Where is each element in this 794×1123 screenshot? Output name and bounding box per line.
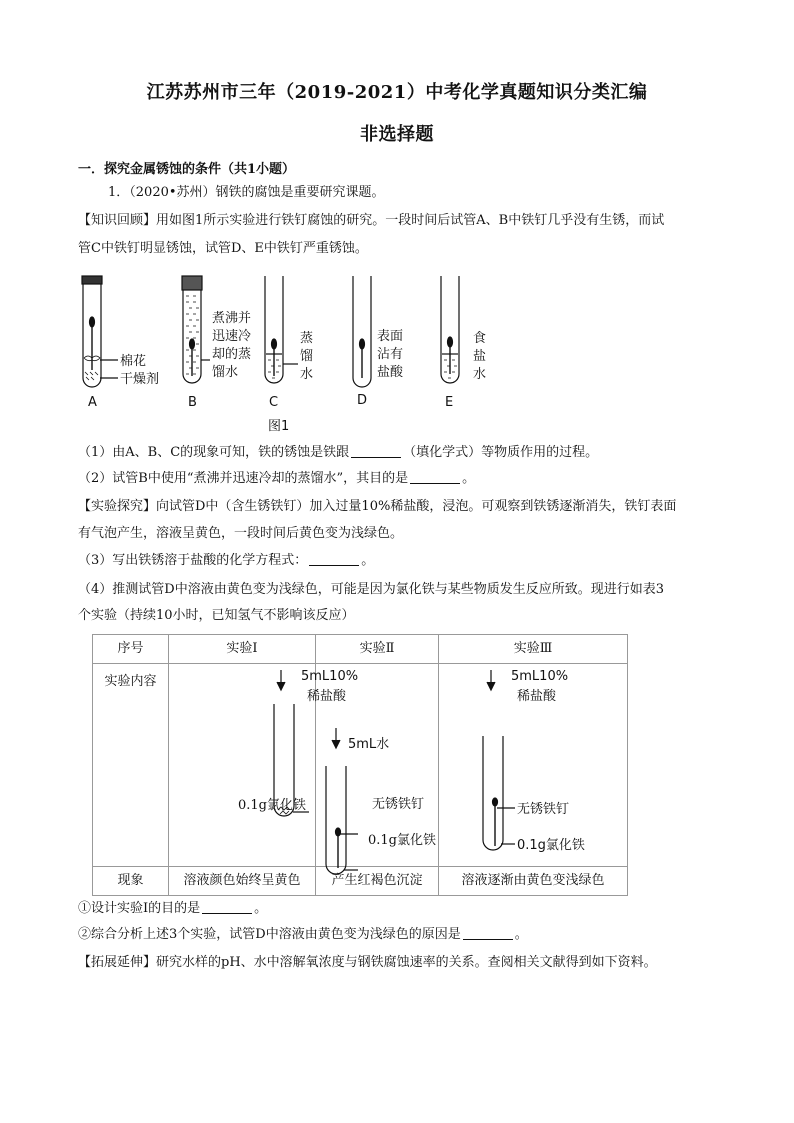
exp1-reagent-1: 5mL10%	[301, 669, 359, 684]
header-cell: 实验Ⅲ	[439, 635, 628, 664]
exp1-cell	[169, 664, 359, 867]
exp2-reagent: 5mL水	[348, 737, 390, 752]
exp1-diagram	[169, 664, 359, 860]
tube-e-label-1: 食	[473, 331, 487, 346]
tube-b-label-3: 却的蒸	[212, 347, 252, 362]
question-1	[78, 440, 598, 466]
tube-d-label-2: 沾有	[377, 347, 404, 362]
tube-c-label-3: 水	[300, 367, 314, 382]
exp3-reagent-2: 稀盐酸	[517, 689, 557, 704]
page-subtitle: 非选择题	[360, 124, 434, 145]
review-line-1: 【知识回顾】用如图1所示实验进行铁钉腐蚀的研究。一段时间后试管A、B中铁钉几乎没有生锈，而试	[78, 213, 665, 228]
question-1-text-end: （填化学式）等物质作用的过程。	[403, 445, 599, 460]
tube-c	[265, 276, 298, 383]
phenomenon-label: 现象	[93, 867, 169, 896]
sub-question-2-text: ②综合分析上述3个实验，试管D中溶液由黄色变为浅绿色的原因是	[78, 927, 461, 942]
tube-e-label-3: 水	[473, 367, 487, 382]
experiment-table	[92, 634, 628, 896]
explore-line-2: 有气泡产生，溶液呈黄色，一段时间后黄色变为浅绿色。	[78, 526, 404, 541]
tube-d-label-1: 表面	[377, 329, 404, 344]
tube-d	[353, 276, 371, 387]
header-cell: 实验Ⅰ	[169, 635, 316, 664]
tube-b-label-1: 煮沸并	[212, 311, 252, 326]
nail-head	[493, 798, 498, 806]
tube-e-letter: E	[445, 395, 454, 410]
figure-1	[70, 270, 530, 442]
figure-caption: 图1	[268, 419, 290, 434]
test-tube	[326, 766, 346, 874]
explore-line-1: 【实验探究】向试管D中（含生锈铁钉）加入过量10%稀盐酸，浸泡。可观察到铁锈逐渐消失，铁钉表面	[78, 499, 677, 514]
sub-question-1	[78, 896, 267, 922]
tube-b	[182, 276, 210, 383]
phenomenon-exp2: 产生红褐色沉淀	[316, 867, 439, 896]
tube-a-letter: A	[88, 395, 97, 410]
tube-b-label-4: 馏水	[212, 365, 239, 380]
sub-question-1-text: ①设计实验Ⅰ的目的是	[78, 901, 201, 916]
section-heading: 一．探究金属锈蚀的条件（共1小题）	[78, 162, 296, 177]
question-intro: 1．（2020•苏州）钢铁的腐蚀是重要研究课题。	[108, 185, 385, 200]
sub-question-2-text-end: 。	[514, 927, 528, 942]
tube-b-label-2: 迅速冷	[212, 329, 252, 344]
question-2-text-end: 。	[462, 471, 476, 486]
question-3-text-end: 。	[361, 553, 375, 568]
table-row	[93, 867, 628, 896]
answer-blank-2[interactable]	[410, 470, 460, 484]
phenomenon-exp3: 溶液逐渐由黄色变浅绿色	[439, 867, 628, 896]
question-3-text: （3）写出铁锈溶于盐酸的化学方程式：	[78, 553, 308, 568]
arrow-head	[277, 682, 285, 690]
tube-b-letter: B	[188, 395, 197, 410]
question-2-text: （2）试管B中使用“煮沸并迅速冷却的蒸馏水”，其目的是	[78, 471, 409, 486]
page-title: 江苏苏州市三年（2019-2021）中考化学真题知识分类汇编	[146, 82, 648, 103]
phenomenon-exp1: 溶液颜色始终呈黄色	[169, 867, 316, 896]
tube-a-label-1: 棉花	[120, 354, 147, 369]
exp3-nail-label: 无锈铁钉	[517, 802, 570, 817]
question-3	[78, 548, 374, 574]
answer-blank-4[interactable]	[202, 900, 252, 914]
test-tube	[483, 736, 503, 850]
arrow-head	[487, 682, 495, 690]
tube-d-letter: D	[357, 393, 368, 408]
tube-a	[82, 276, 118, 387]
table-row	[93, 635, 628, 664]
header-cell: 序号	[93, 635, 169, 664]
exp1-reagent-2: 稀盐酸	[307, 689, 347, 704]
exp3-reagent-1: 5mL10%	[511, 669, 569, 684]
nail-head	[336, 828, 341, 836]
tube-a-label-2: 干燥剂	[120, 372, 160, 387]
answer-blank-3[interactable]	[309, 552, 359, 566]
question-1-text: （1）由A、B、C的现象可知，铁的锈蚀是铁跟	[78, 445, 350, 460]
exp3-solid-label: 0.1g氯化铁	[517, 838, 585, 853]
extend-line: 【拓展延伸】研究水样的pH、水中溶解氧浓度与钢铁腐蚀速率的关系。查阅相关文献得到如下资料。	[78, 955, 657, 970]
answer-blank-1[interactable]	[351, 444, 401, 458]
exp3-cell	[439, 664, 628, 867]
tube-e	[441, 276, 459, 383]
question-4-line-1: （4）推测试管D中溶液由黄色变为浅绿色，可能是因为氯化铁与某些物质发生反应所致。现进行如表3	[78, 582, 664, 597]
content-label: 实验内容	[93, 664, 169, 867]
question-4-line-2: 个实验（持续10小时，已知氢气不影响该反应）	[78, 608, 355, 623]
table-row	[93, 664, 628, 867]
sub-question-2	[78, 922, 528, 948]
exp2-nail-label: 无锈铁钉	[372, 797, 425, 812]
answer-blank-5[interactable]	[463, 926, 513, 940]
exp2-solid-label: 0.1g氯化铁	[368, 833, 436, 848]
tube-c-letter: C	[269, 395, 279, 410]
exp3-diagram	[439, 664, 627, 860]
tube-c-label-1: 蒸	[300, 331, 314, 346]
arrow-head	[332, 740, 340, 748]
tube-d-label-3: 盐酸	[377, 365, 404, 380]
review-line-2: 管C中铁钉明显锈蚀，试管D、E中铁钉严重锈蚀。	[78, 241, 368, 256]
tube-c-label-2: 馏	[300, 349, 314, 364]
tube-e-label-2: 盐	[473, 349, 487, 364]
exp1-solid-label: 0.1g氯化铁	[238, 798, 306, 813]
question-2	[78, 466, 475, 492]
header-cell: 实验Ⅱ	[316, 635, 439, 664]
sub-question-1-text-end: 。	[254, 901, 268, 916]
